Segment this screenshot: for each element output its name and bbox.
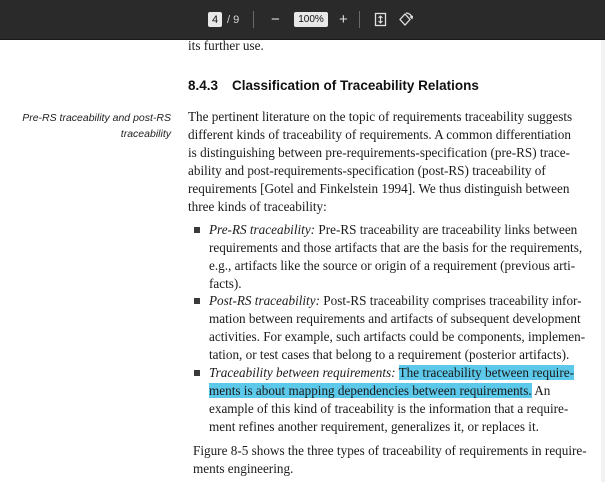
- bullet-text: Post-RS traceability comprises traceability infor-: [319, 293, 582, 308]
- bullet-line: example of this kind of traceability is the information that a require-: [209, 401, 569, 416]
- section-number: 8.4.3: [188, 78, 219, 93]
- zoom-in-button[interactable]: +: [339, 11, 348, 28]
- page-total: / 9: [227, 13, 240, 26]
- paragraph-line: The pertinent literature on the topic of requirements traceability suggests: [188, 109, 573, 124]
- toolbar-divider: [359, 11, 360, 28]
- bullet-term: Pre-RS traceability:: [209, 222, 316, 237]
- bullet-text: An: [531, 383, 551, 398]
- bullet-line: e.g., artifacts like the source or origin of a requirement (previous arti-: [209, 258, 576, 273]
- bullet-line: facts).: [209, 276, 242, 291]
- highlighted-text[interactable]: ments is about mapping dependencies between requirements.: [209, 383, 532, 398]
- margin-note-line: Pre-RS traceability and post-RS: [22, 112, 171, 124]
- document-page: [0, 40, 605, 482]
- margin-note: [22, 110, 171, 142]
- rotate-icon[interactable]: [397, 12, 413, 32]
- toolbar-divider: [253, 11, 254, 28]
- section-title: Classification of Traceability Relations: [232, 78, 479, 93]
- bullet-line: activities. For example, such artifacts could be components, implemen-: [209, 329, 586, 344]
- fit-page-icon[interactable]: [374, 12, 387, 32]
- intro-fragment: its further use.: [188, 38, 264, 53]
- paragraph-line: three kinds of traceability:: [188, 199, 327, 214]
- bullet-line: ment refines another requirement, generalizes it, or replaces it.: [209, 419, 539, 434]
- bullet-marker: [194, 370, 200, 376]
- paragraph-line: ments engineering.: [193, 461, 294, 476]
- margin-note-line: traceability: [120, 128, 171, 140]
- paragraph-line: ability and post-requirements-specification (post-RS) traceability of: [188, 163, 546, 178]
- bullet-term: Post-RS traceability:: [209, 293, 320, 308]
- bullet-line: [209, 364, 574, 382]
- section-heading: [188, 78, 479, 93]
- bullet-marker: [194, 298, 200, 304]
- pdf-toolbar: [0, 0, 605, 40]
- highlighted-text[interactable]: The traceability between require-: [398, 365, 574, 380]
- bullet-line: [209, 221, 577, 239]
- scrollbar[interactable]: [601, 40, 605, 482]
- zoom-out-button[interactable]: −: [271, 11, 280, 28]
- paragraph-line: Figure 8-5 shows the three types of traceability of requirements in require-: [193, 443, 587, 458]
- bullet-line: mation between requirements and artifacts of subsequent development: [209, 311, 581, 326]
- bullet-line: requirements and those artifacts that are the basis for the requirements,: [209, 240, 583, 255]
- page-number-input[interactable]: 4: [208, 12, 222, 27]
- zoom-level-input[interactable]: 100%: [294, 12, 328, 27]
- bullet-text: Pre-RS traceability are traceability links between: [315, 222, 578, 237]
- bullet-term: Traceability between requirements:: [209, 365, 396, 380]
- paragraph-line: requirements [Gotel and Finkelstein 1994]. We thus distinguish between: [188, 181, 570, 196]
- bullet-line: [209, 382, 550, 400]
- paragraph-line: is distinguishing between pre-requirements-specification (pre-RS) trace-: [188, 145, 570, 160]
- bullet-marker: [194, 227, 200, 233]
- bullet-line: tation, or test cases that belong to a requirement (posterior artifacts).: [209, 347, 570, 362]
- bullet-line: [209, 292, 582, 310]
- paragraph-line: different kinds of traceability of requirements. A common differentiation: [188, 127, 571, 142]
